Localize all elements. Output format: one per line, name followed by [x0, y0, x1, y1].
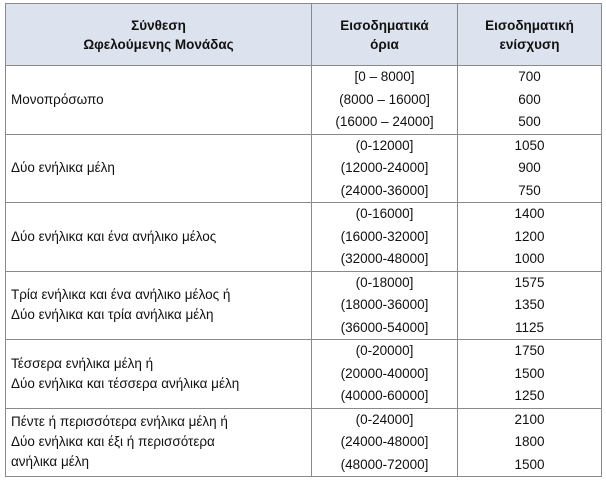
composition-cell — [6, 203, 312, 272]
income-limit-cell: [0 – 8000] — [312, 66, 458, 89]
income-support-cell: 1250 — [458, 385, 602, 408]
composition-cell — [6, 340, 312, 409]
table-row — [6, 408, 602, 431]
header-composition — [6, 4, 312, 66]
composition-line: Πέντε ή περισσότερα ενήλικα μέλη ή — [11, 414, 228, 430]
composition-cell — [6, 134, 312, 203]
composition-line: Τέσσερα ενήλικα μέλη ή — [11, 355, 154, 371]
header-income-limits — [312, 4, 458, 66]
income-support-cell: 700 — [458, 66, 602, 89]
income-limit-cell: (8000 – 16000] — [312, 89, 458, 112]
header-line: όρια — [370, 36, 399, 52]
income-support-cell: 1800 — [458, 431, 602, 454]
income-limit-cell: (16000 – 24000] — [312, 111, 458, 134]
income-support-table — [5, 3, 602, 477]
income-support-cell: 1575 — [458, 271, 602, 294]
income-support-cell: 500 — [458, 111, 602, 134]
header-row — [6, 4, 602, 66]
income-support-cell: 750 — [458, 180, 602, 203]
income-limit-cell: (48000-72000] — [312, 454, 458, 477]
composition-cell — [6, 271, 312, 340]
header-income-support — [458, 4, 602, 66]
header-line: Εισοδηματική — [485, 17, 574, 33]
composition-line: Δύο ενήλικα μέλη — [11, 160, 115, 176]
composition-line: Δύο ενήλικα και τρία ανήλικα μέλη — [11, 307, 214, 323]
composition-line: Δύο ενήλικα και ένα ανήλικο μέλος — [11, 228, 217, 244]
income-limit-cell: (0-20000] — [312, 340, 458, 363]
composition-line: ανήλικα μέλη — [11, 454, 90, 470]
income-limit-cell: (12000-24000] — [312, 157, 458, 180]
table-row — [6, 134, 602, 157]
income-support-cell: 1125 — [458, 317, 602, 340]
income-support-cell: 900 — [458, 157, 602, 180]
income-support-cell: 2100 — [458, 408, 602, 431]
header-line: Εισοδηματικά — [340, 17, 429, 33]
table-row — [6, 66, 602, 89]
income-support-cell: 1350 — [458, 294, 602, 317]
header-line: Σύνθεση — [131, 17, 186, 33]
table-row — [6, 340, 602, 363]
table-header — [6, 4, 602, 66]
composition-line: Δύο ενήλικα και τέσσερα ανήλικα μέλη — [11, 375, 240, 391]
header-line: Ωφελούμενης Μονάδας — [83, 36, 234, 52]
table-row — [6, 203, 602, 226]
composition-line: Τρία ενήλικα και ένα ανήλικο μέλος ή — [11, 287, 231, 303]
income-limit-cell: (24000-48000] — [312, 431, 458, 454]
income-limit-cell: (0-16000] — [312, 203, 458, 226]
income-limit-cell: (32000-48000] — [312, 248, 458, 271]
income-limit-cell: (40000-60000] — [312, 385, 458, 408]
income-limit-cell: (36000-54000] — [312, 317, 458, 340]
income-limit-cell: (20000-40000] — [312, 363, 458, 386]
table-body — [6, 66, 602, 477]
income-support-cell: 1500 — [458, 454, 602, 477]
composition-line: Μονοπρόσωπο — [11, 91, 104, 107]
income-support-cell: 1200 — [458, 226, 602, 249]
income-support-cell: 600 — [458, 89, 602, 112]
income-limit-cell: (18000-36000] — [312, 294, 458, 317]
composition-cell — [6, 408, 312, 477]
income-support-cell: 1500 — [458, 363, 602, 386]
income-limit-cell: (0-18000] — [312, 271, 458, 294]
income-limit-cell: (0-24000] — [312, 408, 458, 431]
table-row — [6, 271, 602, 294]
income-limit-cell: (16000-32000] — [312, 226, 458, 249]
composition-line: Δύο ενήλικα και έξι ή περισσότερα — [11, 434, 215, 450]
income-limit-cell: (24000-36000] — [312, 180, 458, 203]
composition-cell — [6, 66, 312, 135]
income-support-cell: 1400 — [458, 203, 602, 226]
income-support-cell: 1750 — [458, 340, 602, 363]
header-line: ενίσχυση — [499, 36, 560, 52]
income-support-cell: 1000 — [458, 248, 602, 271]
income-limit-cell: (0-12000] — [312, 134, 458, 157]
income-support-cell: 1050 — [458, 134, 602, 157]
